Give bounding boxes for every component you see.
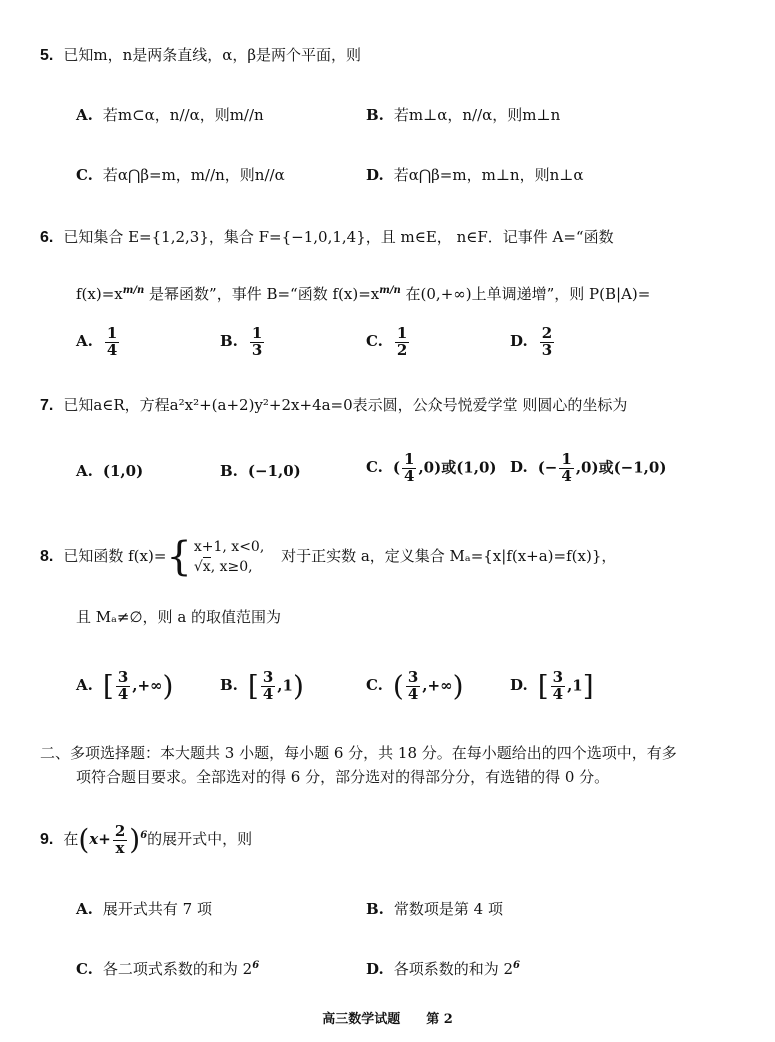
- q8-case1: x+1, x<0,: [193, 539, 265, 555]
- q6-option-b: [220, 326, 266, 359]
- q6-option-a-frac: [105, 326, 119, 359]
- frac-den: 3: [541, 340, 553, 359]
- frac-num: 1: [561, 450, 572, 468]
- q8-case2-radicand: x: [202, 559, 211, 575]
- q9-option-d-sup: 6: [513, 960, 520, 971]
- q6-option-b-label: B.: [220, 332, 238, 351]
- q5-option-b-text: 若m⊥α，n//α，则m⊥n: [393, 106, 561, 124]
- q8-option-d-label: D.: [510, 676, 528, 695]
- q7-option-d-frac: [559, 452, 573, 485]
- q6-option-a: [76, 326, 121, 359]
- q8-option-b: [220, 670, 304, 703]
- q9-x: x+: [89, 830, 111, 848]
- q9-number: 9.: [40, 831, 54, 848]
- q5-option-c-label: C.: [76, 166, 93, 184]
- frac-num: 3: [552, 668, 564, 686]
- q8-option-c-rest: ,+∞: [422, 676, 453, 695]
- q8-cases: [194, 537, 264, 577]
- q8-option-c: [366, 670, 464, 703]
- q8-option-c-open: (: [392, 669, 404, 703]
- q7-option-c-label: C.: [366, 458, 383, 477]
- q8-option-a-label: A.: [76, 676, 93, 695]
- q5-number: 5.: [40, 47, 54, 64]
- q5-option-a: [76, 104, 264, 125]
- q7-option-d-label: D.: [510, 458, 528, 477]
- q8-option-c-close: ): [452, 669, 464, 703]
- q7-option-c-pre: (: [392, 458, 401, 477]
- q8-option-d-open: [: [537, 669, 549, 703]
- q6-option-c-label: C.: [366, 332, 383, 351]
- q6-exponent-1: m/n: [122, 285, 145, 296]
- q8-stem-pre: 已知函数 f(x)=: [63, 547, 167, 565]
- q6-func-1: f(x)=x: [76, 285, 123, 303]
- q6-stem-line2: [76, 280, 650, 305]
- q8-option-a-rest: ,+∞: [132, 676, 163, 695]
- q7-number: 7.: [40, 397, 54, 414]
- q6-stem-line1: [40, 226, 614, 249]
- q8-option-a-open: [: [102, 669, 114, 703]
- q9-option-c: [76, 958, 259, 979]
- q7-option-a-text: (1,0): [102, 462, 144, 480]
- q9-power: 6: [140, 830, 148, 841]
- q8-piecewise: [166, 534, 265, 580]
- q8-option-d-close: ]: [582, 669, 594, 703]
- q7-option-a: [76, 462, 143, 480]
- frac-num: 3: [262, 668, 274, 686]
- q7-option-a-label: A.: [76, 462, 93, 480]
- q8-option-c-frac: [406, 670, 420, 703]
- q8-case2: √x, x≥0,: [193, 559, 253, 575]
- q7-option-b-text: (−1,0): [247, 462, 301, 480]
- q9-option-b-text: 常数项是第 4 项: [393, 900, 503, 918]
- q7-option-b: [220, 462, 301, 480]
- q6-option-a-label: A.: [76, 332, 93, 351]
- frac-den: 4: [117, 684, 129, 703]
- q5-option-c-text: 若α⋂β=m，m//n，则n//α: [102, 166, 285, 184]
- q5-option-d-text: 若α⋂β=m，m⊥n，则n⊥α: [393, 166, 584, 184]
- q9-frac: [113, 821, 127, 857]
- q8-option-b-rest: ,1: [277, 676, 293, 695]
- q9-option-b: [366, 898, 503, 919]
- q9-option-b-label: B.: [366, 900, 384, 918]
- q8-brace: {: [166, 534, 192, 580]
- q6-func-2: 是幂函数”，事件 B=“函数 f(x)=x: [144, 285, 380, 303]
- q8-stem-post: 对于正实数 a，定义集合 Mₐ={x|f(x+a)=f(x)}，: [281, 547, 617, 565]
- q7-option-d-pre: (−: [537, 458, 558, 477]
- frac-den: 4: [106, 340, 118, 359]
- q6-number: 6.: [40, 229, 54, 246]
- q9-option-a-label: A.: [76, 900, 93, 918]
- q8-option-d-rest: ,1: [567, 676, 583, 695]
- q8-option-c-label: C.: [366, 676, 383, 695]
- frac-den: 4: [262, 684, 274, 703]
- q9-post: 的展开式中，则: [147, 830, 253, 848]
- q7-option-d: [510, 452, 666, 485]
- page-footer: 高三数学试题 第 2: [322, 1012, 453, 1027]
- section2-line2: 项符合题目要求。全部选对的得 6 分，部分选对的得部分分，有选错的得 0 分。: [76, 768, 610, 786]
- frac-den: 4: [407, 684, 419, 703]
- q8-case2-rest: , x≥0,: [210, 559, 253, 575]
- q5-stem-line: [40, 44, 361, 67]
- frac-num: 3: [407, 668, 419, 686]
- q8-option-a-frac: [116, 670, 130, 703]
- q9-option-d: [366, 958, 520, 979]
- q5-option-c: [76, 164, 285, 185]
- q9-pre: 在: [63, 830, 79, 848]
- frac-num: 1: [396, 324, 408, 342]
- q5-option-d-label: D.: [366, 166, 384, 184]
- q8-option-a-close: ): [162, 669, 174, 703]
- q9-open-paren: (: [78, 823, 90, 856]
- frac-den: 4: [404, 466, 415, 485]
- q8-option-d: [510, 670, 594, 703]
- q7-option-c-frac: [402, 452, 416, 485]
- q9-option-a: [76, 898, 212, 919]
- q5-option-a-label: A.: [76, 106, 93, 124]
- q6-stem-1: 已知集合 E={1,2,3}，集合 F={−1,0,1,4}，且 m∈E， n∈F．记事件 A=“函数: [63, 228, 614, 246]
- q8-option-b-frac: [261, 670, 275, 703]
- q7-stem: 已知a∈R，方程a²x²+(a+2)y²+2x+4a=0表示圆，公众号悦爱学堂 则圆心的坐标为: [63, 396, 628, 414]
- q8-option-a: [76, 670, 173, 703]
- frac-num: 1: [106, 324, 118, 342]
- q9-stem-line: [40, 814, 252, 862]
- q9-close-paren: ): [129, 823, 141, 856]
- q5-option-b: [366, 104, 560, 125]
- q6-func-3: 在(0,+∞)上单调递增”，则 P(B|A)=: [400, 285, 651, 303]
- q9-option-c-sup: 6: [252, 960, 260, 971]
- q8-stem-line: [40, 534, 616, 579]
- section2-line1: 二、多项选择题：本大题共 3 小题，每小题 6 分，共 18 分。在每小题给出的四个选项中，有多: [40, 744, 677, 762]
- frac-den: 3: [251, 340, 263, 359]
- frac-num: 1: [251, 324, 263, 342]
- q8-number: 8.: [40, 548, 54, 565]
- frac-den: 2: [396, 340, 408, 359]
- q5-option-b-label: B.: [366, 106, 384, 124]
- frac-num: 3: [117, 668, 129, 686]
- frac-den: x: [115, 838, 125, 857]
- q7-stem-line: [40, 394, 627, 417]
- q7-option-c: [366, 452, 497, 485]
- q7-option-d-post: ,0)或(−1,0): [575, 458, 667, 477]
- q9-option-c-text: 各二项式系数的和为 2: [102, 960, 253, 978]
- q8-option-b-close: ): [292, 669, 304, 703]
- q7-option-b-label: B.: [220, 462, 238, 480]
- frac-num: 2: [114, 821, 126, 840]
- q9-option-d-text: 各项系数的和为 2: [393, 960, 514, 978]
- q6-option-b-frac: [250, 326, 264, 359]
- q6-option-d: [510, 326, 556, 359]
- q8-line2: 且 Mₐ≠∅，则 a 的取值范围为: [76, 608, 282, 626]
- frac-num: 2: [541, 324, 553, 342]
- q7-option-c-post: ,0)或(1,0): [418, 458, 497, 477]
- q5-stem: 已知m，n是两条直线，α，β是两个平面，则: [63, 46, 362, 64]
- q6-option-d-label: D.: [510, 332, 528, 351]
- q6-option-c: [366, 326, 411, 359]
- q5-option-a-text: 若m⊂α，n//α，则m//n: [102, 106, 264, 124]
- q6-exponent-2: m/n: [379, 285, 401, 296]
- q8-option-d-frac: [551, 670, 565, 703]
- frac-den: 4: [561, 466, 572, 485]
- q9-option-c-label: C.: [76, 960, 93, 978]
- q6-option-c-frac: [395, 326, 409, 359]
- q8-option-b-open: [: [247, 669, 259, 703]
- q5-option-d: [366, 164, 584, 185]
- q9-option-d-label: D.: [366, 960, 384, 978]
- q9-option-a-text: 展开式共有 7 项: [102, 900, 212, 918]
- frac-num: 1: [404, 450, 415, 468]
- q6-option-d-frac: [540, 326, 554, 359]
- frac-den: 4: [552, 684, 564, 703]
- q8-option-b-label: B.: [220, 676, 238, 695]
